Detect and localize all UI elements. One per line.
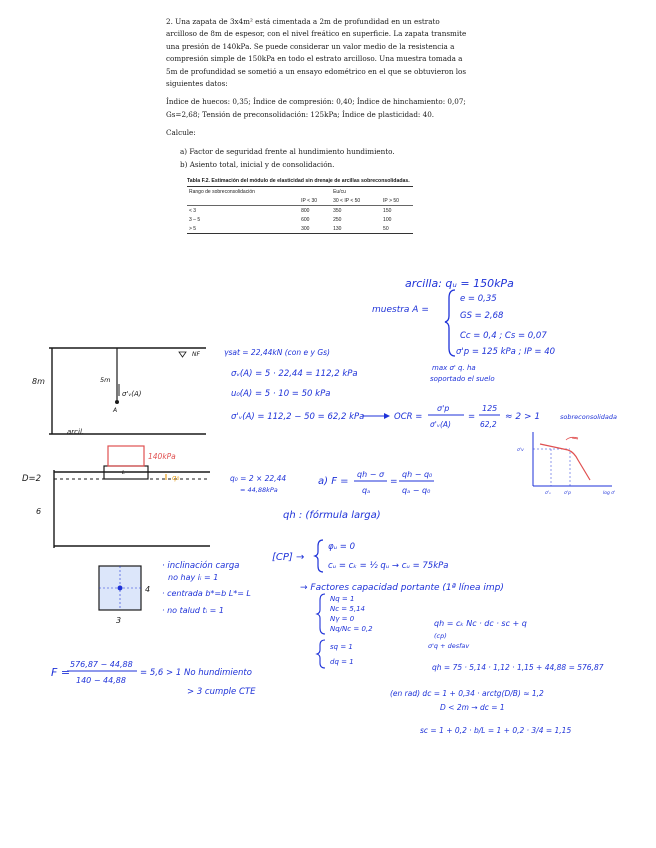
qh-formula-note-1: (cp) — [434, 632, 447, 640]
water-table-icon — [179, 352, 186, 357]
qh-formula-note-2: σ'q + desfav — [428, 642, 470, 650]
dc-formula: (en rad) dc = 1 + 0,34 · arctg(D/B) ≈ 1,2 — [390, 689, 544, 698]
dc-note: D < 2m → dc = 1 — [440, 703, 505, 712]
ocr-lhs: OCR = — [394, 412, 423, 422]
cp-cu: cᵤ = cₖ = ½ qᵤ → cᵤ = 75kPa — [328, 561, 449, 571]
table-subheader: IP < 30 — [299, 196, 331, 206]
table-cell: 600 — [301, 216, 310, 223]
cp-label: [CP] → — [272, 552, 305, 563]
fs-num: qh − σ — [357, 470, 385, 479]
label-arcilla: arcil. — [67, 428, 85, 436]
note-e0: e = 0,35 — [460, 294, 497, 304]
cond-incl-1: · inclinación carga — [162, 561, 240, 571]
ocr-result: ≈ 2 > 1 — [505, 412, 541, 422]
ocr-num2: 125 — [482, 404, 498, 413]
table-caption: Tabla F.2. Estimación del módulo de elasticidad sin drenaje de arcillas sobreconsolidadas. — [187, 178, 410, 184]
factor-nc: Nc = 5,14 — [330, 605, 365, 613]
graph-x-label-3: log σ' — [603, 491, 616, 496]
cond-centrada: · centrada b*=b L*= L — [162, 589, 251, 598]
factor-dq: dq = 1 — [330, 658, 354, 666]
table-cell: 250 — [333, 216, 342, 223]
table-cell: 350 — [333, 207, 342, 214]
calc-u: u₀(A) = 5 · 10 = 50 kPa — [231, 389, 331, 399]
label-six: 6 — [36, 507, 42, 516]
calc-sigv: σᵥ(A) = 5 · 22,44 = 112,2 kPa — [231, 369, 358, 379]
table-subheader: IP > 50 — [381, 196, 413, 206]
qh-value: qh = 75 · 5,14 · 1,12 · 1,15 + 44,88 = 576,87 — [432, 663, 604, 672]
note-gs: GS = 2,68 — [460, 311, 504, 321]
label-l: L — [122, 470, 126, 476]
table-cell: 50 — [381, 224, 413, 234]
ocr-num: σ'p — [437, 404, 450, 413]
note-sigp: σ'p = 125 kPa ; IP = 40 — [456, 347, 556, 357]
fs-num2: qh − q₀ — [402, 470, 433, 479]
table-cell: 100 — [383, 216, 392, 223]
note-muestra: muestra A = — [372, 305, 429, 315]
load-box — [108, 446, 144, 466]
label-a: A — [113, 407, 118, 414]
factor-sq: sq = 1 — [330, 643, 353, 651]
fs-final-num: 576,87 − 44,88 — [70, 660, 133, 669]
table-subheader: 30 < IP < 50 — [331, 196, 381, 206]
question-b: b) Asiento total, inicial y de consolidación. — [180, 160, 335, 170]
table-cell: 130 — [331, 224, 381, 234]
fs-eq: = — [390, 477, 398, 487]
label-8m: 8m — [32, 377, 45, 386]
graph-y-label: σ'v — [517, 448, 524, 453]
label-5m: 5m — [100, 376, 111, 384]
brace-left — [445, 290, 455, 356]
fs-label: a) F = — [318, 476, 349, 487]
label-sig-a: σ'ᵥ(A) — [122, 390, 142, 398]
graph-x-label-2: σ'p — [564, 491, 571, 496]
graph-scribble — [566, 437, 578, 440]
note-cc: Cc = 0,4 ; Cs = 0,07 — [460, 331, 547, 341]
qh-note: qh : (fórmula larga) — [283, 510, 381, 521]
problem-paragraph-2: Índice de huecos: 0,35; Índice de compresión: 0,40; Índice de hinchamiento: 0,07; Gs=2,68; Tensión de preconsolidación: 125kPa; Índice de plasticidad: 40. — [166, 97, 466, 119]
table-cell: 800 — [301, 207, 310, 214]
fs-final-den: 140 − 44,88 — [76, 676, 126, 685]
plan-dim-3: 3 — [116, 616, 122, 625]
point-a — [115, 400, 119, 404]
table-header-left: Rango de sobreconsolidación — [187, 187, 299, 197]
shape-brace — [317, 640, 325, 668]
plan-center — [118, 586, 123, 591]
note-max: max σ' q. ha — [432, 364, 476, 372]
qh-formula: qh = cₖ Nc · dc · sc + q — [434, 619, 527, 628]
table-cell: < 3 — [189, 207, 197, 214]
calc-sigeff: σ'ᵥ(A) = 112,2 − 50 = 62,2 kPa — [231, 412, 365, 422]
factor-nqnc: Nq/Nc = 0,2 — [330, 625, 373, 633]
table-cell: > 5 — [187, 224, 299, 234]
ocr-eq: = — [468, 412, 476, 422]
factor-ng: Nγ = 0 — [330, 615, 355, 623]
table-header-right: Eu/cu — [331, 187, 381, 197]
cond-incl-2: no hay iᵢ = 1 — [168, 573, 219, 582]
label-d2: D=2 — [22, 474, 42, 484]
table-cell: 150 — [383, 207, 392, 214]
cp-phi: φᵤ = 0 — [328, 542, 355, 552]
factores-title: → Factores capacidad portante (1ª línea imp) — [300, 583, 504, 593]
label-q0: q₀ — [172, 474, 180, 482]
factores-brace — [317, 594, 325, 634]
calc-gamma: γsat = 22,44kN (con e y Gs) — [224, 348, 330, 357]
table-cell: 300 — [299, 224, 331, 234]
ocr-den: σ'ᵥ(A) — [430, 420, 451, 429]
problem-paragraph-3: Calcule: — [166, 128, 196, 138]
fs-final-result: = 5,6 > 1 No hundimiento — [140, 668, 252, 678]
table-cell: 3 – 5 — [189, 216, 201, 223]
graph-x-label-1: σ'ᵥ — [545, 491, 551, 496]
note-arcilla: arcilla: qᵤ = 150kPa — [405, 277, 514, 290]
label-nf: NF — [192, 351, 200, 358]
label-load: 140kPa — [148, 452, 176, 461]
fs-final-label: F = — [51, 666, 71, 679]
fs-den2: qₐ − q₀ — [402, 486, 431, 495]
fs-den: qₐ — [362, 486, 371, 495]
question-a: a) Factor de seguridad frente al hundimiento hundimiento. — [180, 146, 395, 156]
ocr-note: sobreconsolidada — [560, 413, 618, 421]
note-soportado: soportado el suelo — [430, 375, 495, 383]
calc-q0-1: q₀ = 2 × 22,44 — [230, 474, 287, 483]
problem-paragraph-1: 2. Una zapata de 3x4m² está cimentada a 2m de profundidad en un estrato arcilloso de 8m de espesor, con el nivel freático en superficie. La zapata transmite una presión de 140kPa. Se puede considerar un valor medio de la resistencia a compresión simple de 150kPa en todo el estrato arcilloso. Una muestra tomada a 5m de profundidad se sometió a un ensayo edométrico en el que se obtuvieron los siguientes datos: — [166, 17, 467, 89]
cp-brace — [315, 540, 323, 572]
calc-q0-2: = 44,88kPa — [240, 486, 278, 494]
sc-formula: sc = 1 + 0,2 · b/L = 1 + 0,2 · 3/4 = 1,15 — [420, 726, 572, 735]
ocr-den2: 62,2 — [480, 420, 497, 429]
factor-nq: Nq = 1 — [330, 595, 355, 603]
arrow-head — [384, 413, 390, 419]
graph-curve — [540, 444, 590, 480]
plan-dim-4: 4 — [145, 585, 151, 594]
fs-final-result-2: > 3 cumple CTE — [187, 687, 256, 697]
cond-no-talud: · no talud tᵢ = 1 — [162, 606, 224, 615]
